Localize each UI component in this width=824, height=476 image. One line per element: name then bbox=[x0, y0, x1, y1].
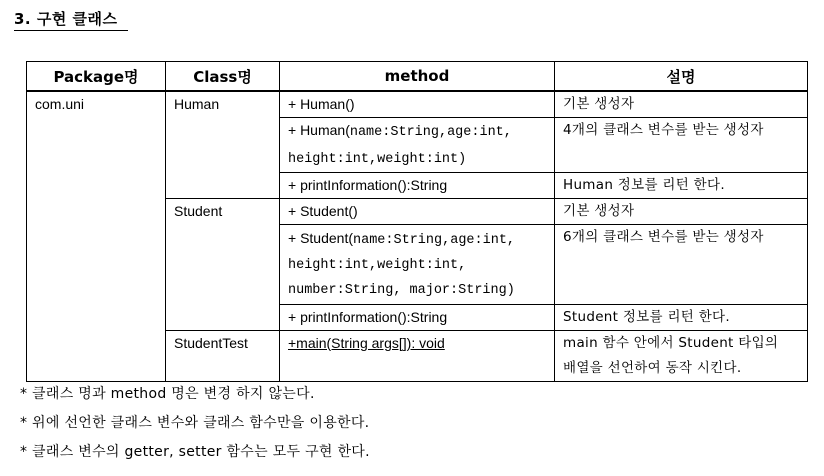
table-row bbox=[27, 91, 808, 118]
desc-cell bbox=[555, 331, 808, 382]
method-cell bbox=[280, 118, 555, 173]
desc-cell: 기본 생성자 bbox=[555, 91, 808, 118]
header-class: Class명 bbox=[166, 62, 280, 92]
method-cell: + Human() bbox=[280, 91, 555, 118]
method-params: name:String,age:int, bbox=[349, 125, 512, 140]
section-title: 3. 구현 클래스 bbox=[14, 8, 128, 31]
method-cell: + printInformation():String bbox=[280, 173, 555, 199]
desc-line: 배열을 선언하여 동작 시킨다. bbox=[563, 360, 742, 376]
desc-cell: Student 정보를 리턴 한다. bbox=[555, 305, 808, 331]
desc-cell: 4개의 클래스 변수를 받는 생성자 bbox=[555, 118, 808, 173]
note-item: * 클래스 명과 method 명은 변경 하지 않는다. bbox=[20, 386, 315, 402]
note-item: * 클래스 변수의 getter, setter 함수는 모두 구현 한다. bbox=[20, 444, 370, 460]
desc-line: main 함수 안에서 Student 타입의 bbox=[563, 335, 779, 351]
class-cell-student: Student bbox=[166, 199, 280, 331]
notes-list bbox=[20, 380, 370, 467]
method-text: + Student( bbox=[288, 230, 353, 246]
method-cell bbox=[280, 225, 555, 305]
method-text: + Human( bbox=[288, 122, 350, 138]
header-desc: 설명 bbox=[555, 62, 808, 92]
class-spec-table bbox=[26, 61, 808, 382]
method-params: number:String, major:String) bbox=[288, 283, 515, 298]
note-item: * 위에 선언한 클래스 변수와 클래스 함수만을 이용한다. bbox=[20, 415, 370, 431]
method-cell: + printInformation():String bbox=[280, 305, 555, 331]
package-cell: com.uni bbox=[27, 91, 166, 382]
method-text: +main(String args[]): void bbox=[288, 335, 445, 351]
header-row bbox=[27, 62, 808, 92]
method-cell bbox=[280, 331, 555, 382]
class-cell-studenttest: StudentTest bbox=[166, 331, 280, 382]
desc-cell: Human 정보를 리턴 한다. bbox=[555, 173, 808, 199]
method-cell: + Student() bbox=[280, 199, 555, 225]
desc-cell: 6개의 클래스 변수를 받는 생성자 bbox=[555, 225, 808, 305]
header-package: Package명 bbox=[27, 62, 166, 92]
method-params: name:String,age:int, bbox=[353, 233, 516, 248]
desc-cell: 기본 생성자 bbox=[555, 199, 808, 225]
header-method: method bbox=[280, 62, 555, 92]
method-params: height:int,weight:int, bbox=[288, 258, 467, 273]
class-cell-human: Human bbox=[166, 91, 280, 199]
method-params: height:int,weight:int) bbox=[288, 152, 467, 167]
